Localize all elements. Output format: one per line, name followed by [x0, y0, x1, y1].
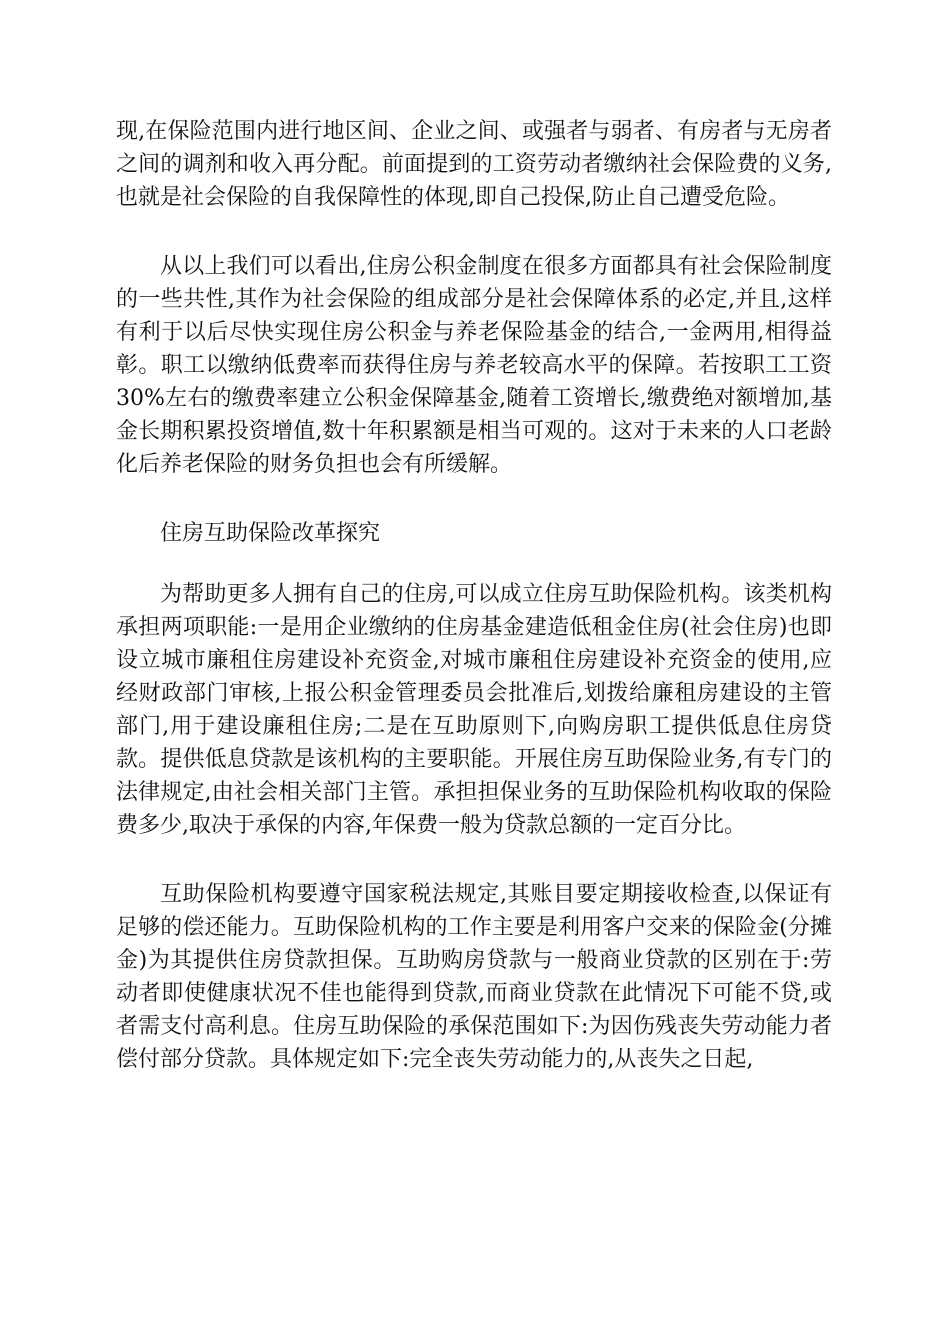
paragraph-1: 现,在保险范围内进行地区间、企业之间、或强者与弱者、有房者与无房者之间的调剂和收入再分配。前面提到的工资劳动者缴纳社会保险费的义务,也就是社会保险的自我保障性的体现,即自己投保,防止自己遭受危险。: [116, 119, 832, 210]
document-page: [116, 115, 832, 1076]
section-heading: 住房互助保险改革探究: [160, 521, 381, 546]
paragraph-4: 互助保险机构要遵守国家税法规定,其账目要定期接收检查,以保证有足够的偿还能力。互助保险机构的工作主要是利用客户交来的保险金(分摊金)为其提供住房贷款担保。互助购房贷款与一般商业贷款的区别在于:劳动者即使健康状况不佳也能得到贷款,而商业贷款在此情况下可能不贷,或者需支付高利息。住房互助保险的承保范围如下:为因伤残丧失劳动能力者偿付部分贷款。具体规定如下:完全丧失劳动能力的,从丧失之日起,: [116, 882, 832, 1072]
paragraph-2: 从以上我们可以看出,住房公积金制度在很多方面都具有社会保险制度的一些共性,其作为社会保险的组成部分是社会保障体系的必定,并且,这样有利于以后尽快实现住房公积金与养老保险基金的结合,一金两用,相得益彰。职工以缴纳低费率而获得住房与养老较高水平的保障。若按职工工资 30%左右的缴费率建立公积金保障基金,随着工资增长,缴费绝对额增加,基金长期积累投资增值,数十年积累额是相当可观的。这对于未来的人口老龄化后养老保险的财务负担也会有所缓解。: [116, 254, 832, 477]
paragraph-3: 为帮助更多人拥有自己的住房,可以成立住房互助保险机构。该类机构承担两项职能:一是用企业缴纳的住房基金建造低租金住房(社会住房)也即设立城市廉租住房建设补充资金,对城市廉租住房建设补充资金的使用,应经财政部门审核,上报公积金管理委员会批准后,划拨给廉租房建设的主管部门,用于建设廉租住房;二是在互助原则下,向购房职工提供低息住房贷款。提供低息贷款是该机构的主要职能。开展住房互助保险业务,有专门的法律规定,由社会相关部门主管。承担担保业务的互助保险机构收取的保险费多少,取决于承保的内容,年保费一般为贷款总额的一定百分比。: [116, 582, 832, 838]
